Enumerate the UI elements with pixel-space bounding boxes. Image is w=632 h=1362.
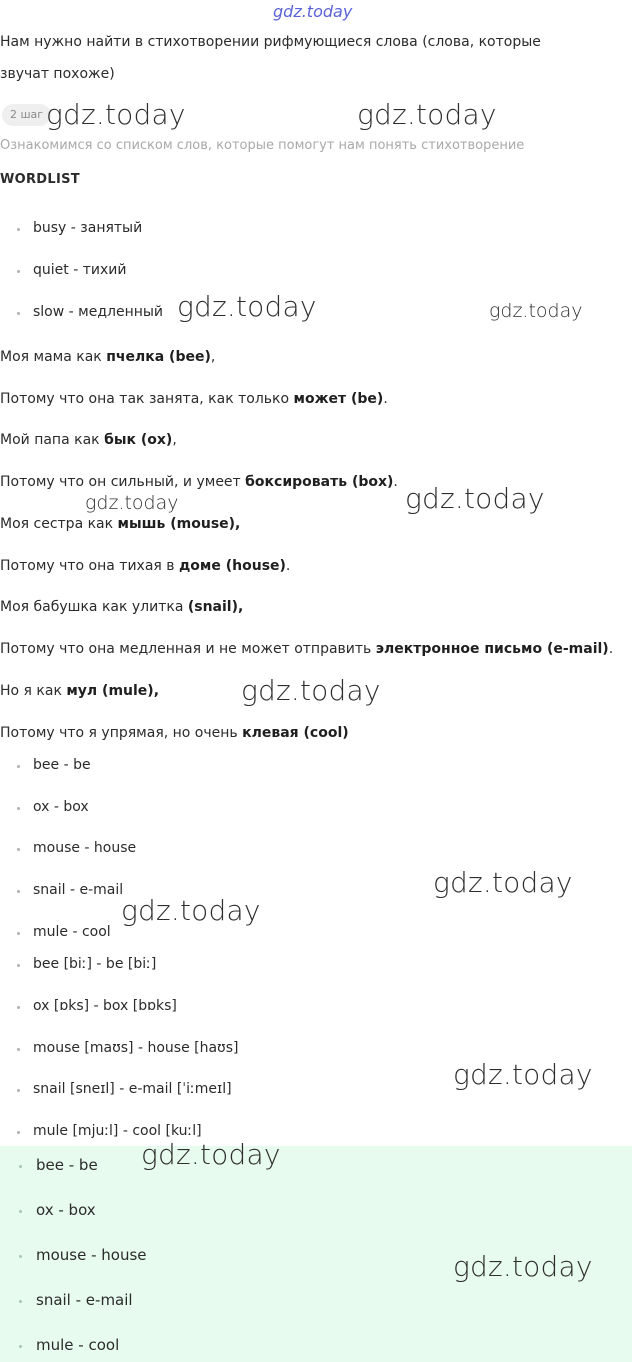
answer-item: ox - box (36, 1201, 96, 1219)
rhyme-item: snail - e-mail (33, 882, 124, 898)
rhyme-transcribed-item: ox [ɒks] - box [bɒks] (33, 998, 177, 1014)
rhyme-transcribed-item: mule [mjuːl] - cool [kuːl] (33, 1123, 202, 1139)
rhyme-transcribed-item: mouse [maʊs] - house [haʊs] (33, 1040, 239, 1056)
poem-line: Но я как мул (mule), (0, 683, 160, 699)
watermark: gdz.today (405, 482, 545, 515)
watermark: gdz.today (489, 300, 583, 322)
answer-item: snail - e-mail (36, 1291, 133, 1309)
watermark: gdz.today (85, 492, 179, 514)
poem-line: Потому что она медленная и не может отправить электронное письмо (e-mail). (0, 641, 614, 657)
watermark: gdz.today (141, 1138, 281, 1171)
poem-line: Потому что он сильный, и умеет боксировать (box). (0, 474, 398, 490)
poem-line: Моя бабушка как улитка (snail), (0, 599, 244, 615)
watermark: gdz.today (433, 866, 573, 899)
watermark: gdz.today (121, 894, 261, 927)
step-badge: 2 шаг (2, 104, 51, 126)
intro-line-1: Нам нужно найти в стихотворении рифмующиеся слова (слова, которые (0, 34, 541, 50)
watermark: gdz.today (177, 290, 317, 323)
poem-line: Потому что она тихая в доме (house). (0, 558, 291, 574)
wordlist-heading: WORDLIST (0, 172, 80, 187)
intro-line-2: звучат похоже) (0, 66, 115, 82)
rhyme-item: mule - cool (33, 924, 111, 940)
rhyme-item: mouse - house (33, 840, 137, 856)
answer-item: mouse - house (36, 1246, 147, 1264)
watermark: gdz.today (453, 1058, 593, 1091)
watermark-top: gdz.today (273, 2, 353, 21)
poem-line: Потому что я упрямая, но очень клевая (cool) (0, 725, 349, 741)
rhyme-transcribed-item: snail [sneɪl] - e-mail [ˈiːmeɪl] (33, 1081, 232, 1097)
answer-item: bee - be (36, 1156, 98, 1174)
poem-line: Потому что она так занята, как только может (be). (0, 391, 388, 407)
rhyme-transcribed-item: bee [biː] - be [biː] (33, 956, 157, 972)
watermark: gdz.today (46, 98, 186, 131)
rhyme-item: bee - be (33, 757, 91, 773)
poem-line: Моя мама как пчелка (bee), (0, 349, 216, 365)
watermark: gdz.today (453, 1250, 593, 1283)
answer-item: mule - cool (36, 1336, 120, 1354)
watermark: gdz.today (357, 98, 497, 131)
wordlist-item: slow - медленный (33, 304, 164, 320)
wordlist-item: quiet - тихий (33, 262, 127, 278)
poem-line: Мой папа как бык (ox), (0, 432, 177, 448)
watermark: gdz.today (241, 674, 381, 707)
poem-line: Моя сестра как мышь (mouse), (0, 516, 241, 532)
rhyme-item: ox - box (33, 799, 89, 815)
step-description: Ознакомимся со списком слов, которые помогут нам понять стихотворение (0, 138, 525, 153)
wordlist-item: busy - занятый (33, 220, 143, 236)
